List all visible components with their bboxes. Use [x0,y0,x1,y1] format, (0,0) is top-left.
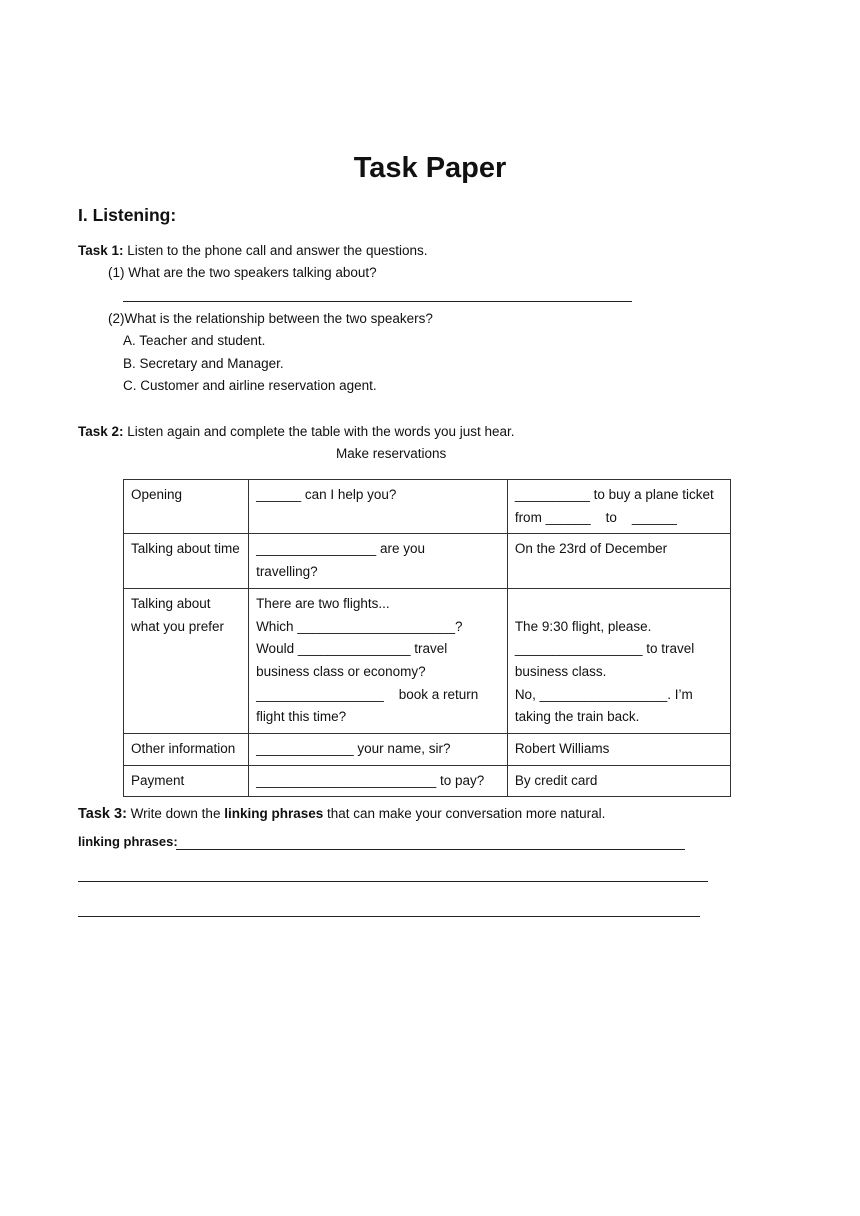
cell-line: By credit card [514,772,598,788]
cell-line: Other information [131,741,236,757]
cell-line: business class or economy? [256,663,426,679]
table-cell-stage [124,734,249,766]
cell-line: No, _________________. I’m [514,686,693,702]
cell-line: Would _______________ travel [256,641,448,657]
cell-line: Payment [131,772,185,788]
cell-line: On the 23rd of December [514,541,668,557]
table-cell-answer[interactable] [507,588,730,733]
task1-label: Task 1: [78,243,124,258]
cell-line: The 9:30 flight, please. [514,618,652,634]
task1-question-1: (1) What are the two speakers talking about? [108,265,377,280]
option-a: A. Teacher and student. [123,333,266,348]
task1-question-2: (2)What is the relationship between the two speakers? [108,311,433,326]
cell-line: Opening [131,487,183,502]
table-row [124,765,731,797]
cell-line: _____________ your name, sir? [256,741,451,757]
table-row [124,534,731,588]
task1-instruction [78,243,428,258]
table-row [124,588,731,733]
cell-line: flight this time? [256,709,347,725]
answer-line-linking-1[interactable] [176,849,685,850]
table-cell-answer[interactable] [507,734,730,766]
table-row [124,734,731,766]
table-cell-stage [124,534,249,588]
task3-instruction-post: that can make your conversation more natural. [323,806,606,821]
answer-line-linking-3[interactable] [78,916,700,917]
table-caption: Make reservations [336,446,447,461]
task3-instruction-pre: Write down the [126,806,225,821]
linking-phrases-label: linking phrases: [78,834,178,849]
table-row [124,480,731,534]
cell-line: ________________ are you [256,541,425,557]
task1-instruction-text: Listen to the phone call and answer the questions. [123,243,428,258]
cell-line: business class. [514,663,607,679]
cell-line: _________________ to travel [514,641,695,657]
table-cell-stage [124,588,249,733]
task2-instruction-text: Listen again and complete the table with the words you just hear. [123,424,515,439]
table-cell-question[interactable] [249,588,508,733]
task3-instruction-bold: linking phrases [224,806,324,821]
table-cell-stage [124,765,249,797]
cell-line: Which _____________________? [256,618,463,634]
page-title: Task Paper [353,152,507,184]
cell-line: Talking about time [131,541,240,557]
table-cell-question[interactable] [249,734,508,766]
cell-line: ______ can I help you? [256,487,397,502]
table-cell-question[interactable] [249,480,508,534]
cell-line [515,593,723,616]
reservations-table [123,479,731,797]
cell-line: taking the train back. [514,709,640,725]
cell-line: what you prefer [131,618,225,634]
table-cell-question[interactable] [249,765,508,797]
table-cell-answer[interactable] [507,534,730,588]
table-cell-answer[interactable] [507,765,730,797]
cell-line: from ______ to ______ [514,509,677,525]
table-cell-stage [124,480,249,534]
cell-line: travelling? [256,564,318,580]
table-cell-answer[interactable] [507,480,730,534]
answer-line-q1[interactable] [123,301,632,302]
cell-line: ________________________ to pay? [256,772,485,788]
cell-line: _________________ book a return [256,686,479,702]
cell-line: Robert Williams [514,741,610,757]
cell-line: __________ to buy a plane ticket [514,487,714,502]
table-cell-question[interactable] [249,534,508,588]
section-heading-listening: I. Listening: [78,205,177,225]
cell-line: Talking about [131,595,211,611]
task2-label: Task 2: [78,424,124,439]
option-b: B. Secretary and Manager. [123,356,284,371]
option-c: C. Customer and airline reservation agent. [123,378,377,393]
cell-line: There are two flights... [256,595,390,611]
answer-line-linking-2[interactable] [78,881,708,882]
task2-instruction [78,424,515,439]
task3-label: Task 3: [78,806,127,822]
task3-instruction [78,806,605,822]
